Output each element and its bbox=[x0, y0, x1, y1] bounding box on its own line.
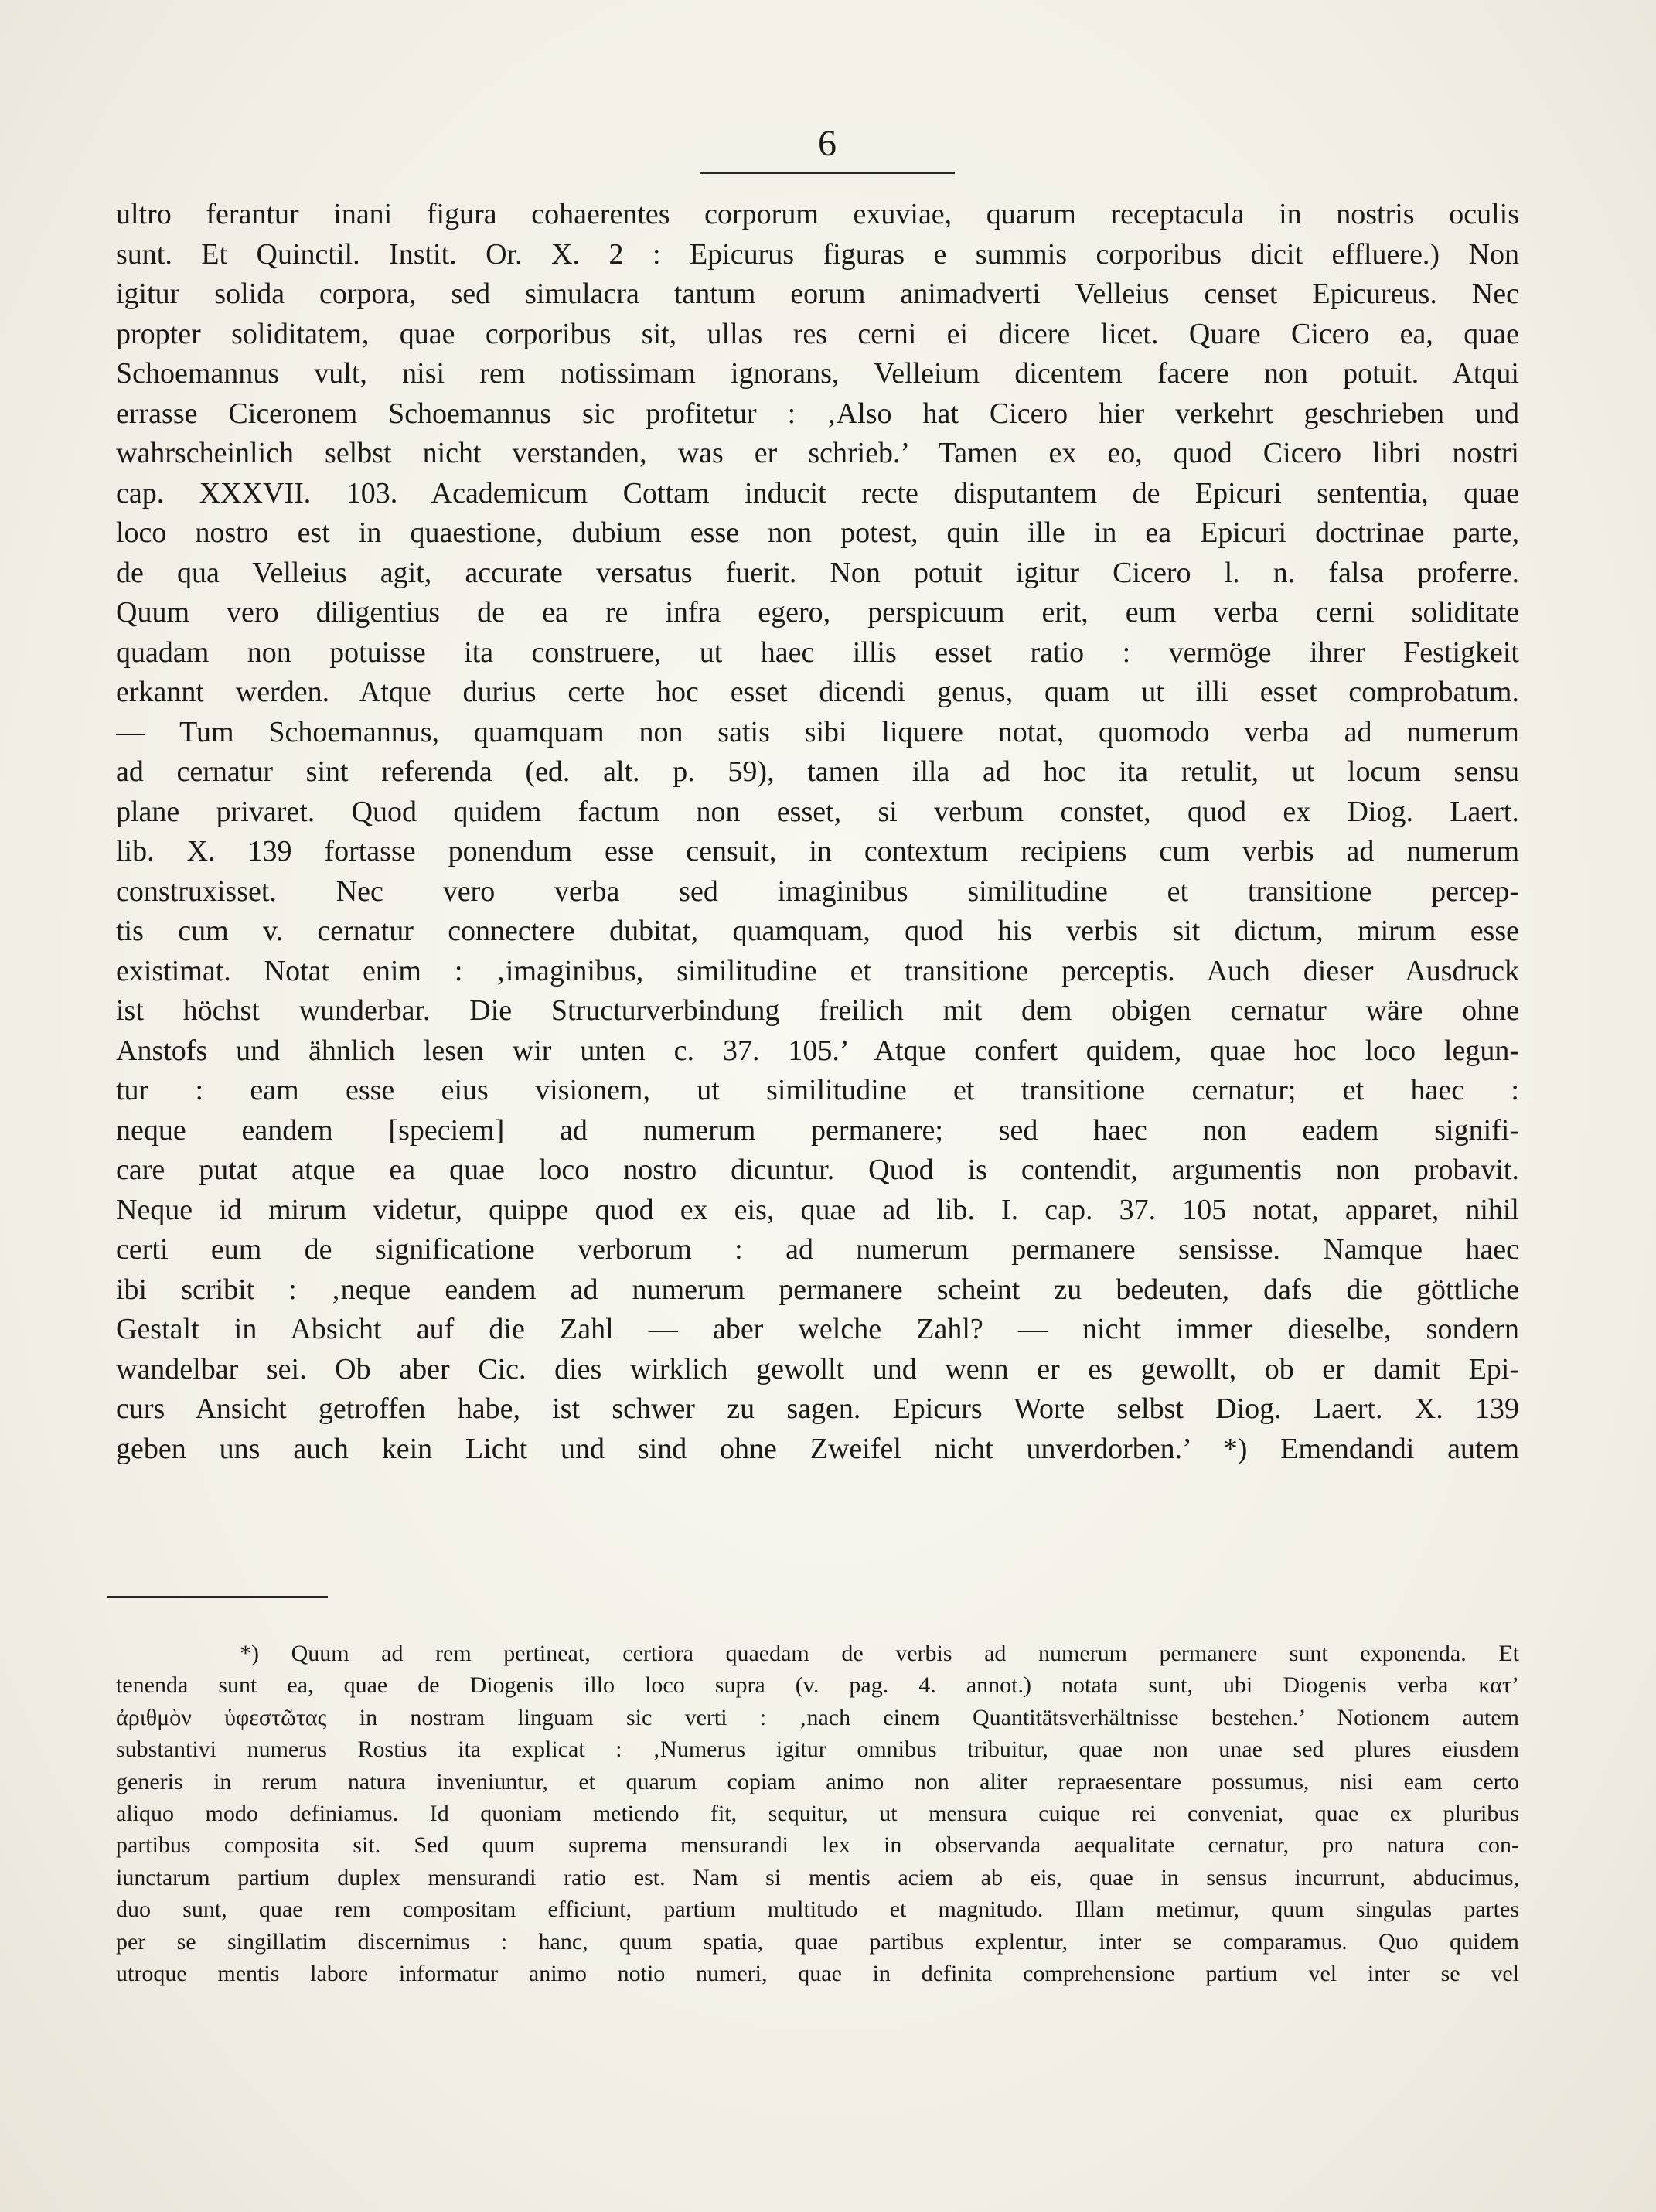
text-line: care putat atque ea quae loco nostro dicuntur. Quod is contendit, argumentis non probavit. bbox=[116, 1154, 1519, 1186]
footnote-line: per se singillatim discernimus : hanc, quum spatia, quae partibus explentur, inter se comparamus. Quo quidem bbox=[116, 1928, 1519, 1955]
text-line: tur : eam esse eius visionem, ut similitudine et transitione cernatur; et haec : bbox=[116, 1074, 1519, 1106]
text-line: Gestalt in Absicht auf die Zahl — aber welche Zahl? — nicht immer dieselbe, sondern bbox=[116, 1313, 1519, 1345]
text-line: plane privaret. Quod quidem factum non esset, si verbum constet, quod ex Diog. Laert. bbox=[116, 795, 1519, 828]
text-line: sunt. Et Quinctil. Instit. Or. X. 2 : Epicurus figuras e summis corporibus dicit effluere.) Non bbox=[116, 237, 1519, 271]
text-line: erkannt werden. Atque durius certe hoc esset dicendi genus, quam ut illi esset comprobatum. bbox=[116, 676, 1519, 708]
footnote-line: duo sunt, quae rem compositam efficiunt, partium multitudo et magnitudo. Illam metimur, quum singulas partes bbox=[116, 1897, 1519, 1923]
text-line: construxisset. Nec vero verba sed imaginibus similitudine et transitione percep- bbox=[116, 874, 1519, 908]
text-line: existimat. Notat enim : ‚imaginibus, similitudine et transitione perceptis. Auch dieser Ausdruck bbox=[116, 954, 1519, 987]
text-line: errasse Ciceronem Schoemannus sic profitetur : ‚Also hat Cicero hier verkehrt geschrieben und bbox=[116, 397, 1519, 430]
text-line: igitur solida corpora, sed simulacra tantum eorum animadverti Velleius censet Epicureus. Nec bbox=[116, 278, 1519, 310]
footnote-line: ἀριθμὸν ὑφεστῶτας in nostram linguam sic verti : ‚nach einem Quantitätsverhältnisse bestehen.’ Notionem autem bbox=[116, 1704, 1519, 1730]
text-line: loco nostro est in quaestione, dubium esse non potest, quin ille in ea Epicuri doctrinae parte, bbox=[116, 516, 1519, 549]
footnote-rule bbox=[107, 1596, 328, 1598]
text-line: Quum vero diligentius de ea re infra egero, perspicuum erit, eum verba cerni soliditate bbox=[116, 596, 1519, 629]
text-line: certi eum de significatione verborum : ad numerum permanere sensisse. Namque haec bbox=[116, 1233, 1519, 1266]
page-number-rule bbox=[700, 172, 955, 174]
page-number: 6 bbox=[818, 123, 837, 164]
text-line: ibi scribit : ‚neque eandem ad numerum permanere scheint zu bedeuten, dafs die göttliche bbox=[116, 1273, 1519, 1306]
text-line: cap. XXXVII. 103. Academicum Cottam inducit recte disputantem de Epicuri sententia, quae bbox=[116, 476, 1519, 510]
footnote-line: generis in rerum natura inveniuntur, et quarum copiam animo non aliter repraesentare possumus, nisi eam certo bbox=[116, 1768, 1519, 1794]
text-line: Neque id mirum videtur, quippe quod ex eis, quae ad lib. I. cap. 37. 105 notat, apparet, nihil bbox=[116, 1193, 1519, 1226]
footnote-line: utroque mentis labore informatur animo notio numeri, quae in definita comprehensione partium vel inter se vel bbox=[116, 1960, 1519, 1986]
text-line: wandelbar sei. Ob aber Cic. dies wirklich gewollt und wenn er es gewollt, ob er damit Epi- bbox=[116, 1352, 1519, 1385]
text-line: Anstofs und ähnlich lesen wir unten c. 37. 105.’ Atque confert quidem, quae hoc loco legun- bbox=[116, 1034, 1519, 1067]
text-line: quadam non potuisse ita construere, ut haec illis esset ratio : vermöge ihrer Festigkeit bbox=[116, 636, 1519, 669]
footnote-line: partibus composita sit. Sed quum suprema mensurandi lex in observanda aequalitate cernatur, pro natura con- bbox=[116, 1832, 1519, 1859]
text-line: Schoemannus vult, nisi rem notissimam ignorans, Velleium dicentem facere non potuit. Atqui bbox=[116, 357, 1519, 390]
text-line: curs Ansicht getroffen habe, ist schwer zu sagen. Epicurs Worte selbst Diog. Laert. X. 139 bbox=[116, 1392, 1519, 1425]
footnote-line: *) Quum ad rem pertineat, certiora quaedam de verbis ad numerum permanere sunt exponenda. Et bbox=[240, 1641, 1519, 1666]
text-line: lib. X. 139 fortasse ponendum esse censuit, in contextum recipiens cum verbis ad numerum bbox=[116, 835, 1519, 867]
text-line: ist höchst wunderbar. Die Structurverbindung freilich mit dem obigen cernatur wäre ohne bbox=[116, 994, 1519, 1027]
footnote-line: iunctarum partium duplex mensurandi ratio est. Nam si mentis aciem ab eis, quae in sensus incurrunt, abducimus, bbox=[116, 1864, 1519, 1890]
text-line: ultro ferantur inani figura cohaerentes corporum exuviae, quarum receptacula in nostris oculis bbox=[116, 198, 1519, 230]
text-line: tis cum v. cernatur connectere dubitat, quamquam, quod his verbis sit dictum, mirum esse bbox=[116, 915, 1519, 947]
footnote-line: aliquo modo definiamus. Id quoniam metiendo fit, sequitur, ut mensura cuique rei conveniat, quae ex pluribus bbox=[116, 1800, 1519, 1826]
text-line: propter soliditatem, quae corporibus sit, ullas res cerni ei dicere licet. Quare Cicero ea, quae bbox=[116, 317, 1519, 350]
text-line: neque eandem [speciem] ad numerum permanere; sed haec non eadem signifi- bbox=[116, 1113, 1519, 1147]
footnote-line: tenenda sunt ea, quae de Diogenis illo loco supra (v. pag. 4. annot.) notata sunt, ubi Diogenis verba κατ’ bbox=[116, 1672, 1519, 1699]
text-line: geben uns auch kein Licht und sind ohne Zweifel nicht unverdorben.’ *) Emendandi autem bbox=[116, 1432, 1519, 1465]
text-line: ad cernatur sint referenda (ed. alt. p. 59), tamen illa ad hoc ita retulit, ut locum sensu bbox=[116, 755, 1519, 788]
text-line: wahrscheinlich selbst nicht verstanden, was er schrieb.’ Tamen ex eo, quod Cicero libri nostri bbox=[116, 437, 1519, 469]
footnote-line: substantivi numerus Rostius ita explicat : ‚Numerus igitur omnibus tribuitur, quae non unae sed plures eiusdem bbox=[116, 1737, 1519, 1763]
text-line: de qua Velleius agit, accurate versatus fuerit. Non potuit igitur Cicero l. n. falsa proferre. bbox=[116, 556, 1519, 589]
footnote-block bbox=[116, 1638, 1519, 1989]
main-text-block bbox=[116, 195, 1519, 1469]
text-line: — Tum Schoemannus, quamquam non satis sibi liquere notat, quomodo verba ad numerum bbox=[116, 715, 1519, 748]
